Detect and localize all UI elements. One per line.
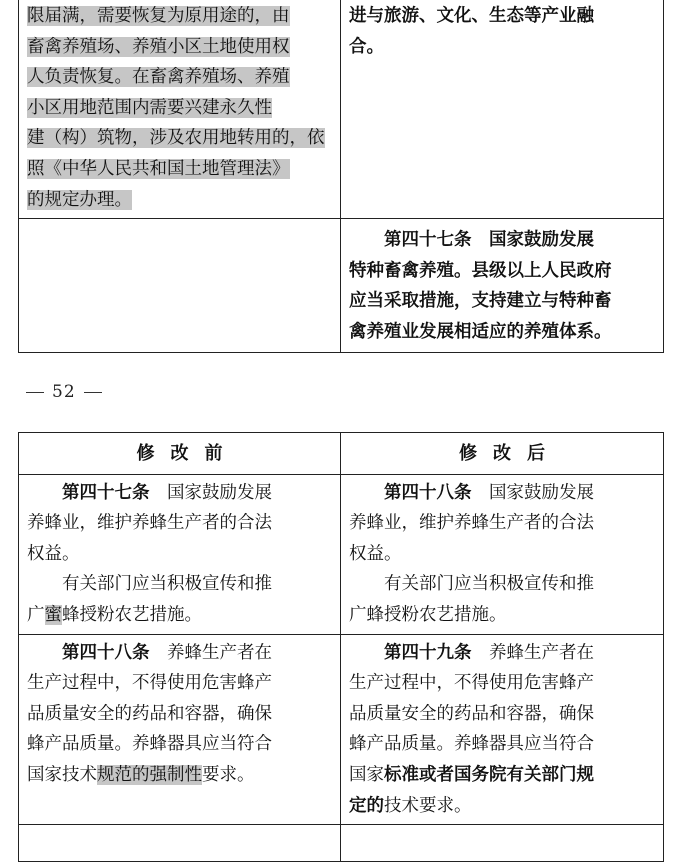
top-left-line: [27, 32, 332, 63]
article-label: 第四十九条: [384, 642, 472, 663]
page-number-value: 52: [52, 382, 76, 402]
line: 养蜂业，维护养蜂生产者的合法: [349, 513, 594, 534]
text: 养蜂生产者在: [489, 642, 594, 663]
article-label: 第四十七条: [62, 482, 150, 503]
top-left-line: [27, 93, 332, 124]
header-before: 修改前: [19, 433, 341, 475]
top-left-line: [27, 154, 332, 185]
highlight-deleted: 蜜: [44, 604, 62, 625]
article-47-new-line-2: 特种畜禽养殖。县级以上人民政府: [349, 260, 612, 281]
highlight-deleted: 限届满，需要恢复为原用途的，由: [27, 6, 290, 26]
highlight-deleted: 人负责恢复。在畜禽养殖场、养殖: [27, 67, 290, 88]
line: [349, 638, 655, 669]
highlight-deleted: 照《中华人民共和国土地管理法》: [27, 158, 290, 179]
next-left-cell: [19, 825, 341, 862]
top-row2-left-cell: [19, 219, 341, 352]
next-right-cell: [341, 825, 664, 862]
added-text: 定的: [349, 795, 384, 816]
top-left-line: [27, 185, 332, 216]
line: 权益。: [27, 543, 80, 564]
highlight-deleted: 建（构）筑物，涉及农用地转用的，依: [27, 128, 325, 149]
line: [27, 638, 332, 669]
header-after: 修改后: [341, 433, 664, 475]
line: 品质量安全的药品和容器，确保: [27, 703, 272, 724]
line: 养蜂业，维护养蜂生产者的合法: [27, 513, 272, 534]
line: 广蜂授粉农艺措施。: [349, 604, 507, 625]
article-47-new-line-3: 应当采取措施，支持建立与特种畜: [349, 291, 612, 312]
dash-left: [26, 392, 44, 393]
dash-right: [84, 392, 102, 393]
line: [349, 478, 655, 509]
top-right-cell: [341, 0, 664, 219]
highlight-deleted: 畜禽养殖场、养殖小区土地使用权: [27, 36, 290, 57]
article-text: 国家鼓励发展: [489, 230, 594, 251]
page-number: [18, 382, 110, 402]
line: [349, 791, 655, 822]
text: 蜂授粉农艺措施。: [62, 604, 202, 625]
top-left-line: [27, 1, 332, 32]
line: [349, 760, 655, 791]
highlight-deleted: 的规定办理。: [27, 189, 132, 210]
top-row2-right-cell: [341, 219, 664, 352]
added-text: 标准或者国务院有关部门规: [384, 764, 594, 785]
article-49-new-cell: [341, 634, 664, 825]
text: 国家技术: [27, 764, 97, 785]
top-right-line-2: 合。: [349, 36, 384, 57]
table-row: [19, 825, 664, 862]
article-label: 第四十七条: [384, 230, 472, 251]
line: 有关部门应当积极宣传和推: [62, 574, 272, 595]
text: 养蜂生产者在: [167, 642, 272, 663]
line: [27, 760, 332, 791]
line: 蜂产品质量。养蜂器具应当符合: [349, 734, 594, 755]
line: 品质量安全的药品和容器，确保: [349, 703, 594, 724]
top-left-cell: [19, 0, 341, 219]
text: 广: [27, 604, 45, 625]
table-row: [19, 474, 664, 634]
highlight-deleted: 规范的强制性: [97, 764, 202, 785]
article-label: 第四十八条: [384, 482, 472, 503]
table-row: [19, 219, 664, 352]
article-48-old-cell: [19, 634, 341, 825]
article-label: 第四十八条: [62, 642, 150, 663]
table-header-row: [19, 433, 664, 475]
top-right-line-1: 进与旅游、文化、生态等产业融: [349, 6, 594, 26]
top-left-line: [27, 62, 332, 93]
line: [27, 600, 332, 631]
line: 生产过程中，不得使用危害蜂产: [27, 673, 272, 694]
article-47-new-line-4: 禽养殖业发展相适应的养殖体系。: [349, 321, 612, 342]
line: 蜂产品质量。养蜂器具应当符合: [27, 734, 272, 755]
highlight-deleted: 小区用地范围内需要兴建永久性: [27, 97, 272, 118]
top-left-text: [27, 1, 332, 215]
top-comparison-table: [18, 0, 664, 353]
article-47-old-cell: [19, 474, 341, 634]
article-48-new-cell: [341, 474, 664, 634]
text: 国家鼓励发展: [167, 482, 272, 503]
text: 国家鼓励发展: [489, 482, 594, 503]
line: 权益。: [349, 543, 402, 564]
line: [27, 478, 332, 509]
text: 技术要求。: [384, 795, 472, 816]
text: 要求。: [202, 764, 255, 785]
top-left-line: [27, 123, 332, 154]
text: 国家: [349, 764, 384, 785]
line: 有关部门应当积极宣传和推: [384, 574, 594, 595]
bottom-comparison-table: [18, 432, 664, 862]
table-row: [19, 0, 664, 219]
table-row: [19, 634, 664, 825]
line: 生产过程中，不得使用危害蜂产: [349, 673, 594, 694]
article-47-new-first-line: [349, 225, 655, 256]
